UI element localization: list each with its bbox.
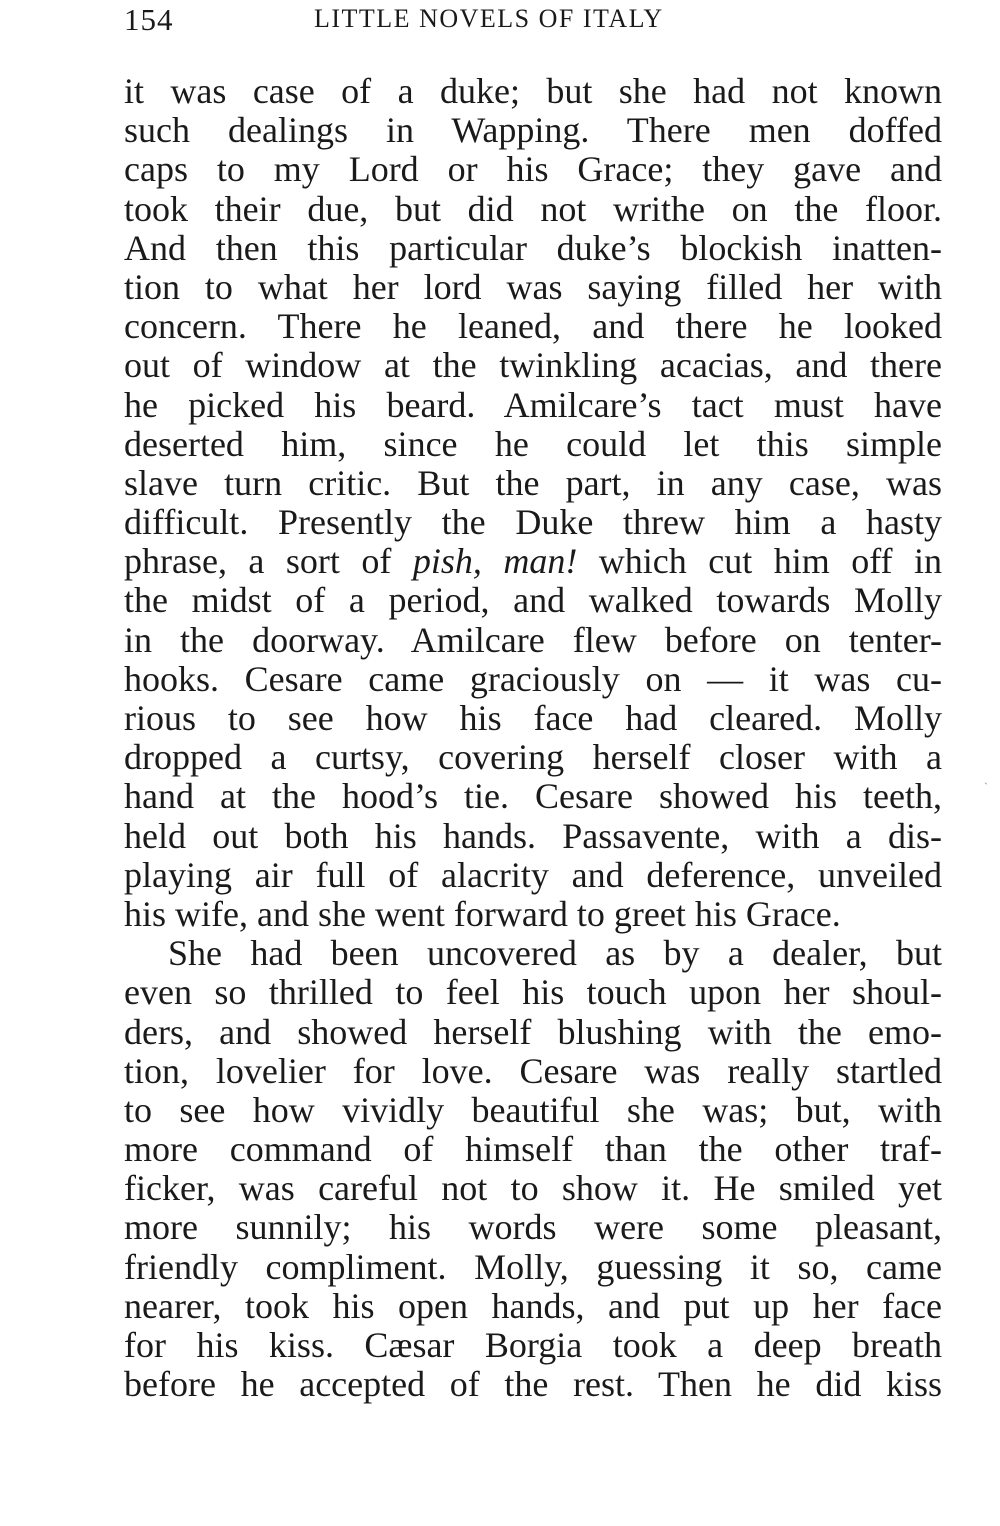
text-line: took their due, but did not writhe on the floor. <box>124 188 942 229</box>
text-line: held out both his hands. Passavente, with a dis- <box>124 815 942 856</box>
text-line: ders, and showed herself blushing with the emo- <box>124 1011 942 1052</box>
text-line: caps to my Lord or his Grace; they gave and <box>124 149 942 190</box>
text-line: slave turn critic. But the part, in any case, was <box>124 462 942 503</box>
text-line-with-italic <box>124 542 942 581</box>
text-line: it was case of a duke; but she had not known <box>124 71 942 111</box>
text-line: difficult. Presently the Duke threw him a hasty <box>124 502 942 543</box>
italic-phrase: pish, man! <box>412 541 578 582</box>
text-line: the midst of a period, and walked towards Molly <box>124 580 942 621</box>
text-line: hooks. Cesare came graciously on — it was cu- <box>124 658 942 699</box>
line-segment: phrase, a sort of <box>124 541 413 582</box>
running-head: LITTLE NOVELS OF ITALY <box>314 4 664 33</box>
text-line: more command of himself than the other traf- <box>124 1129 942 1170</box>
text-line: rious to see how his face had cleared. Molly <box>124 698 942 738</box>
text-line: friendly compliment. Molly, guessing it so, came <box>124 1246 942 1287</box>
text-line: such dealings in Wapping. There men doffed <box>124 110 942 151</box>
print-speck-mark: ` <box>984 780 988 794</box>
text-line: more sunnily; his words were some pleasant, <box>124 1207 942 1248</box>
text-line: playing air full of alacrity and deference, unveiled <box>124 854 942 895</box>
text-line: deserted him, since he could let this simple <box>124 423 942 464</box>
text-line: tion, lovelier for love. Cesare was really startled <box>124 1050 942 1091</box>
text-line: nearer, took his open hands, and put up her face <box>124 1285 942 1326</box>
text-line: out of window at the twinkling acacias, and there <box>124 345 942 386</box>
text-line: hand at the hood’s tie. Cesare showed his teeth, <box>124 776 942 817</box>
text-line: dropped a curtsy, covering herself closer with a <box>124 737 942 778</box>
text-line: concern. There he leaned, and there he looked <box>124 306 942 347</box>
text-line: to see how vividly beautiful she was; but, with <box>124 1089 942 1130</box>
page-number: 154 <box>124 2 174 37</box>
text-line: even so thrilled to feel his touch upon her shoul- <box>124 972 942 1013</box>
body-text <box>124 72 942 1404</box>
line-segment: which cut him off in <box>577 541 943 582</box>
text-line: his wife, and she went forward to greet his Grace. <box>124 893 841 934</box>
text-line: he picked his beard. Amilcare’s tact must have <box>124 384 942 425</box>
text-line: before he accepted of the rest. Then he did kiss <box>124 1364 942 1405</box>
text-line: ficker, was careful not to show it. He smiled yet <box>124 1168 942 1209</box>
text-line: in the doorway. Amilcare flew before on tenter- <box>124 619 942 660</box>
text-line: tion to what her lord was saying filled her with <box>124 266 942 307</box>
paragraph-start-line: She had been uncovered as by a dealer, but <box>168 933 942 974</box>
text-line: And then this particular duke’s blockish inatten- <box>124 227 942 268</box>
text-line: for his kiss. Cæsar Borgia took a deep breath <box>124 1325 942 1365</box>
